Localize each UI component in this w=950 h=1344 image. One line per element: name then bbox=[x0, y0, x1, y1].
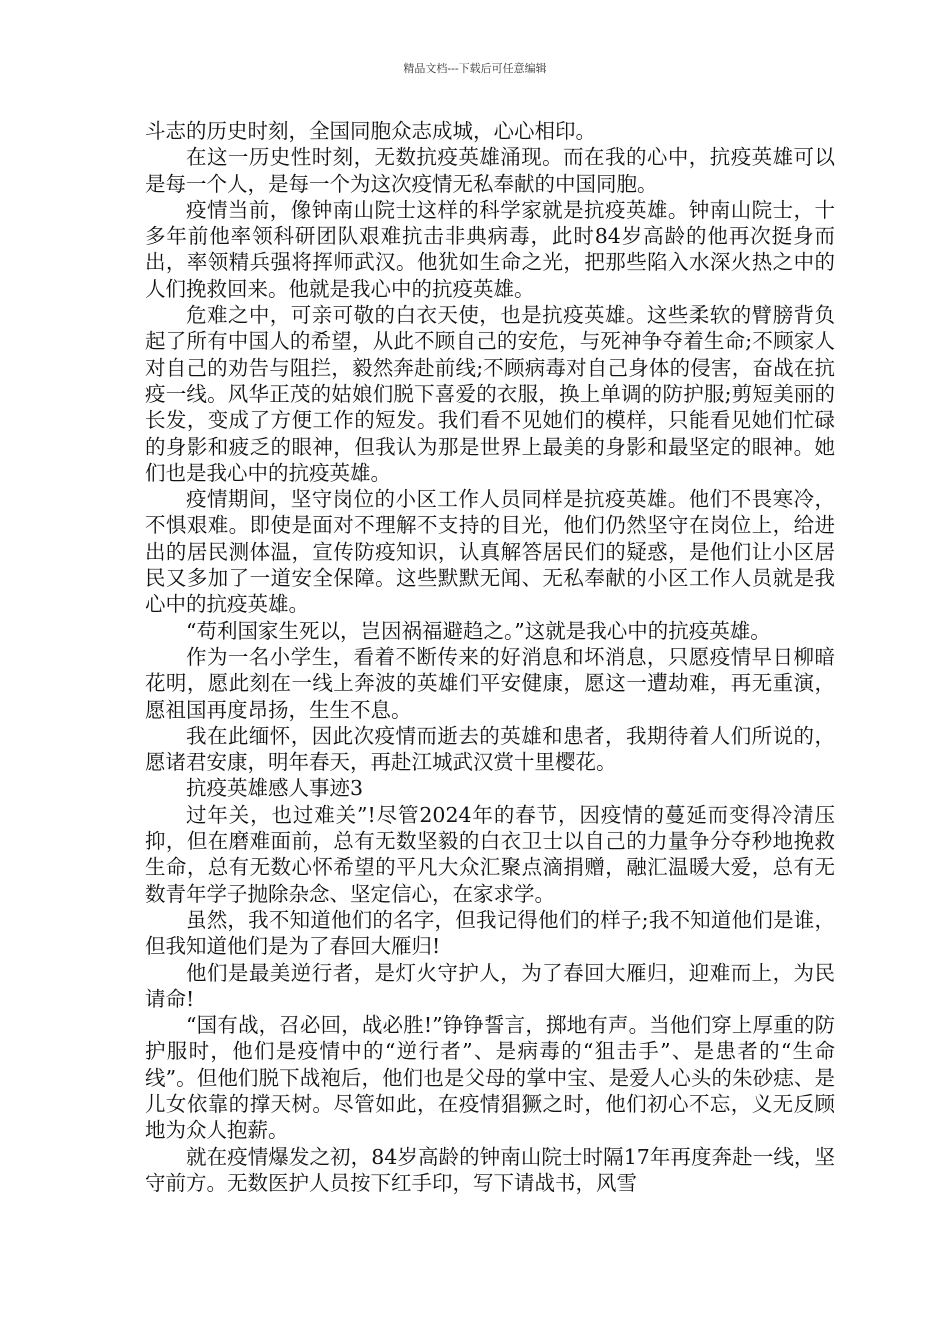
paragraph: 危难之中，可亲可敬的白衣天使，也是抗疫英雄。这些柔软的臂膀背负起了所有中国人的希望，从此不顾自己的安危，与死神争夺着生命;不顾家人对自己的劝告与阻拦，毅然奔赴前线;不顾病毒对自己身体的侵害，奋战在抗疫一线。风华正茂的姑娘们脱下喜爱的衣服，换上单调的防护服;剪短美丽的长发，变成了方便工作的短发。我们看不见她们的模样，只能看见她们忙碌的身影和疲乏的眼神，但我认为那是世界上最美的身影和最坚定的眼神。她们也是我心中的抗疫英雄。 bbox=[145, 303, 835, 485]
paragraph: 过年关，也过难关”!尽管2024年的春节，因疫情的蔓延而变得冷清压抑，但在磨难面前，总有无数坚毅的白衣卫士以自己的力量争分夺秒地挽救生命，总有无数心怀希望的平凡大众汇聚点滴捐赠，融汇温暖大爱，总有无数青年学子抛除杂念、坚定信心，在家求学。 bbox=[145, 802, 835, 906]
paragraph-quote: “苟利国家生死以，岂因祸福避趋之。”这就是我心中的抗疫英雄。 bbox=[186, 618, 771, 643]
page-header: 精品文档---下载后可任意编辑 bbox=[403, 62, 547, 75]
paragraph: “国有战，召必回，战必胜!”铮铮誓言，掷地有声。当他们穿上厚重的防护服时，他们是疫情中的“逆行者”、是病毒的“狙击手”、是患者的“生命线”。但他们脱下战袍后，他们也是父母的掌中宝、是爱人心头的朱砂痣、是儿女依靠的撑天树。尽管如此，在疫情猖獗之时，他们初心不忘，义无反顾地为众人抱薪。 bbox=[145, 1013, 835, 1143]
paragraph: 虽然，我不知道他们的名字，但我记得他们的样子;我不知道他们是谁，但我知道他们是为了春回大雁归! bbox=[145, 907, 835, 959]
paragraph-continued: 斗志的历史时刻，全国同胞众志成城，心心相印。 bbox=[145, 119, 596, 143]
paragraph: 疫情当前，像钟南山院士这样的科学家就是抗疫英雄。钟南山院士，十多年前他率领科研团队艰难抗击非典病毒，此时84岁高龄的他再次挺身而出，率领精兵强将挥师武汉。他犹如生命之光，把那些陷入水深火热之中的人们挽救回来。他就是我心中的抗疫英雄。 bbox=[145, 197, 835, 301]
paragraph: 作为一名小学生，看着不断传来的好消息和坏消息，只愿疫情早日柳暗花明，愿此刻在一线上奔波的英雄们平安健康，愿这一遭劫难，再无重演，愿祖国再度昂扬，生生不息。 bbox=[145, 644, 835, 722]
section-heading: 抗疫英雄感人事迹3 bbox=[186, 776, 364, 801]
document-body bbox=[145, 118, 835, 1196]
paragraph: 他们是最美逆行者，是灯火守护人，为了春回大雁归，迎难而上，为民请命! bbox=[145, 960, 835, 1011]
paragraph: 我在此缅怀，因此次疫情而逝去的英雄和患者，我期待着人们所说的，愿诸君安康，明年春天，再赴江城武汉赏十里樱花。 bbox=[145, 723, 835, 775]
paragraph: 疫情期间，坚守岗位的小区工作人员同样是抗疫英雄。他们不畏寒冷，不惧艰难。即使是面对不理解不支持的目光，他们仍然坚守在岗位上，给进出的居民测体温，宣传防疫知识，认真解答居民们的疑惑，是他们让小区居民又多加了一道安全保障。这些默默无闻、无私奉献的小区工作人员就是我心中的抗疫英雄。 bbox=[145, 487, 835, 617]
paragraph: 就在疫情爆发之初，84岁高龄的钟南山院士时隔17年再度奔赴一线，坚守前方。无数医护人员按下红手印，写下请战书，风雪 bbox=[145, 1144, 835, 1195]
paragraph: 在这一历史性时刻，无数抗疫英雄涌现。而在我的心中，抗疫英雄可以是每一个人，是每一个为这次疫情无私奉献的中国同胞。 bbox=[145, 145, 835, 196]
